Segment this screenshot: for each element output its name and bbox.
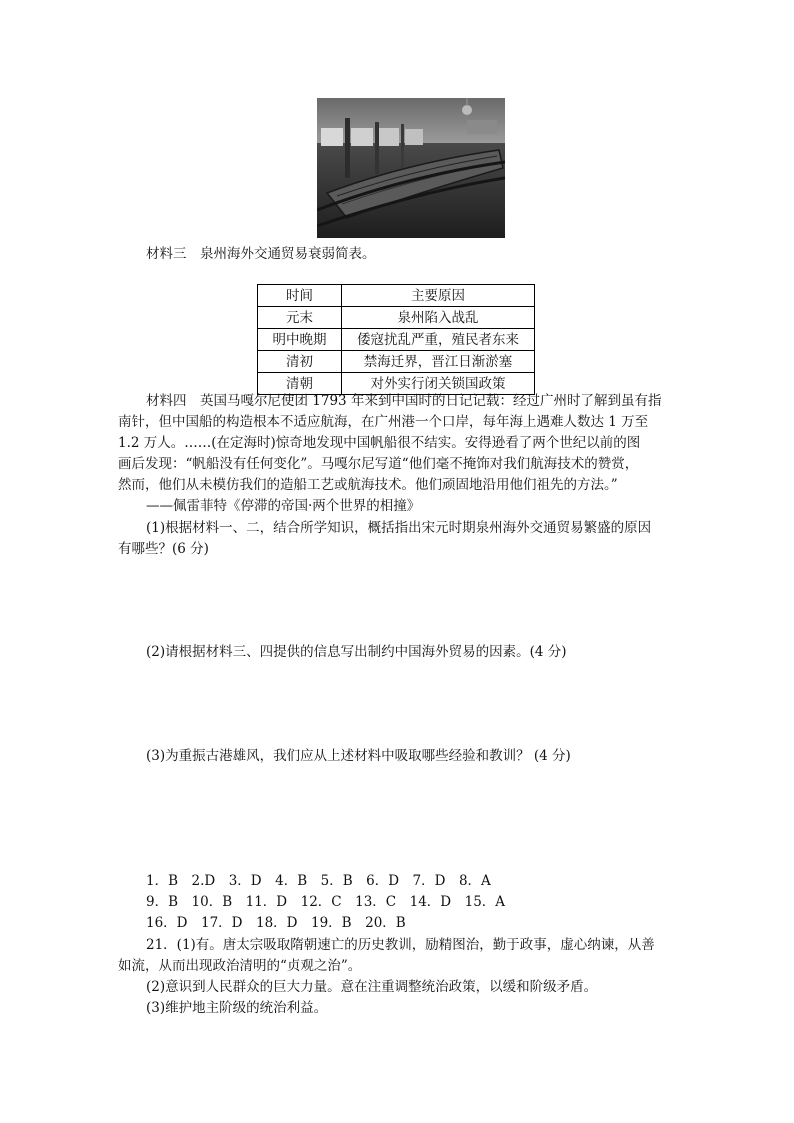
table-row [258, 351, 535, 373]
answer-21-2: (2)意识到人民群众的巨大力量。意在注重调整统治政策，以缓和阶级矛盾。 [146, 979, 598, 995]
material4-line: 南针，但中国船的构造根本不适应航海，在广州港一个口岸，每年海上遇难人数达 1 万至 [118, 414, 649, 430]
table-cell: 泉州陷入战乱 [342, 307, 535, 329]
table-cell: 元末 [258, 307, 342, 329]
table-cell: 倭寇扰乱严重，殖民者东来 [342, 329, 535, 351]
table-row [258, 307, 535, 329]
question-1-cont: 有哪些？(6 分) [118, 541, 209, 557]
table-header: 时间 [258, 285, 342, 307]
answer-row: 16．D 17．D 18．D 19．B 20．B [146, 915, 406, 931]
material4-line: 画后发现：“帆船没有任何变化”。马嘎尔尼写道“他们毫不掩饰对我们航海技术的赞赏， [118, 456, 639, 472]
ship-model-photo [317, 98, 505, 238]
material4-line: 材料四 英国马嘎尔尼使团 1793 年来到中国时的日记记载：经过广州时了解到虽有指 [146, 393, 662, 409]
table-header: 主要原因 [342, 285, 535, 307]
decline-table [257, 284, 535, 395]
table-cell: 明中晚期 [258, 329, 342, 351]
table-row [258, 329, 535, 351]
answer-row: 9．B 10．B 11．D 12．C 13．C 14．D 15．A [146, 894, 506, 910]
table-cell: 禁海迁界，晋江日渐淤塞 [342, 351, 535, 373]
answer-21-3: (3)维护地主阶级的统治利益。 [146, 1000, 328, 1016]
question-1: (1)根据材料一、二，结合所学知识，概括指出宋元时期泉州海外交通贸易繁盛的原因 [146, 520, 652, 536]
answer-21-1: 21．(1)有。唐太宗吸取隋朝速亡的历史教训，励精图治，勤于政事，虚心纳谏，从善 [146, 937, 655, 953]
table-cell: 清朝 [258, 373, 342, 395]
ship-model-photo-icon [317, 98, 505, 238]
table-header-row [258, 285, 535, 307]
answer-21-1-cont: 如流，从而出现政治清明的“贞观之治”。 [118, 958, 362, 974]
material4-line: 1.2 万人。……(在定海时)惊奇地发现中国帆船很不结实。安得逊看了两个世纪以前的图 [118, 435, 641, 451]
material4-line: 然而，他们从未模仿我们的造船工艺或航海技术。他们顽固地沿用他们祖先的方法。” [118, 477, 618, 493]
question-2: (2)请根据材料三、四提供的信息写出制约中国海外贸易的因素。(4 分) [146, 644, 567, 660]
material3-title: 材料三 泉州海外交通贸易衰弱简表。 [146, 246, 376, 262]
question-3: (3)为重振古港雄风，我们应从上述材料中吸取哪些经验和教训？ (4 分) [146, 748, 571, 764]
material4-source: ——佩雷菲特《停滞的帝国·两个世界的相撞》 [146, 498, 421, 514]
table-cell: 清初 [258, 351, 342, 373]
table-cell: 对外实行闭关锁国政策 [342, 373, 535, 395]
answer-row: 1．B 2.D 3．D 4．B 5．B 6．D 7．D 8．A [146, 873, 491, 889]
